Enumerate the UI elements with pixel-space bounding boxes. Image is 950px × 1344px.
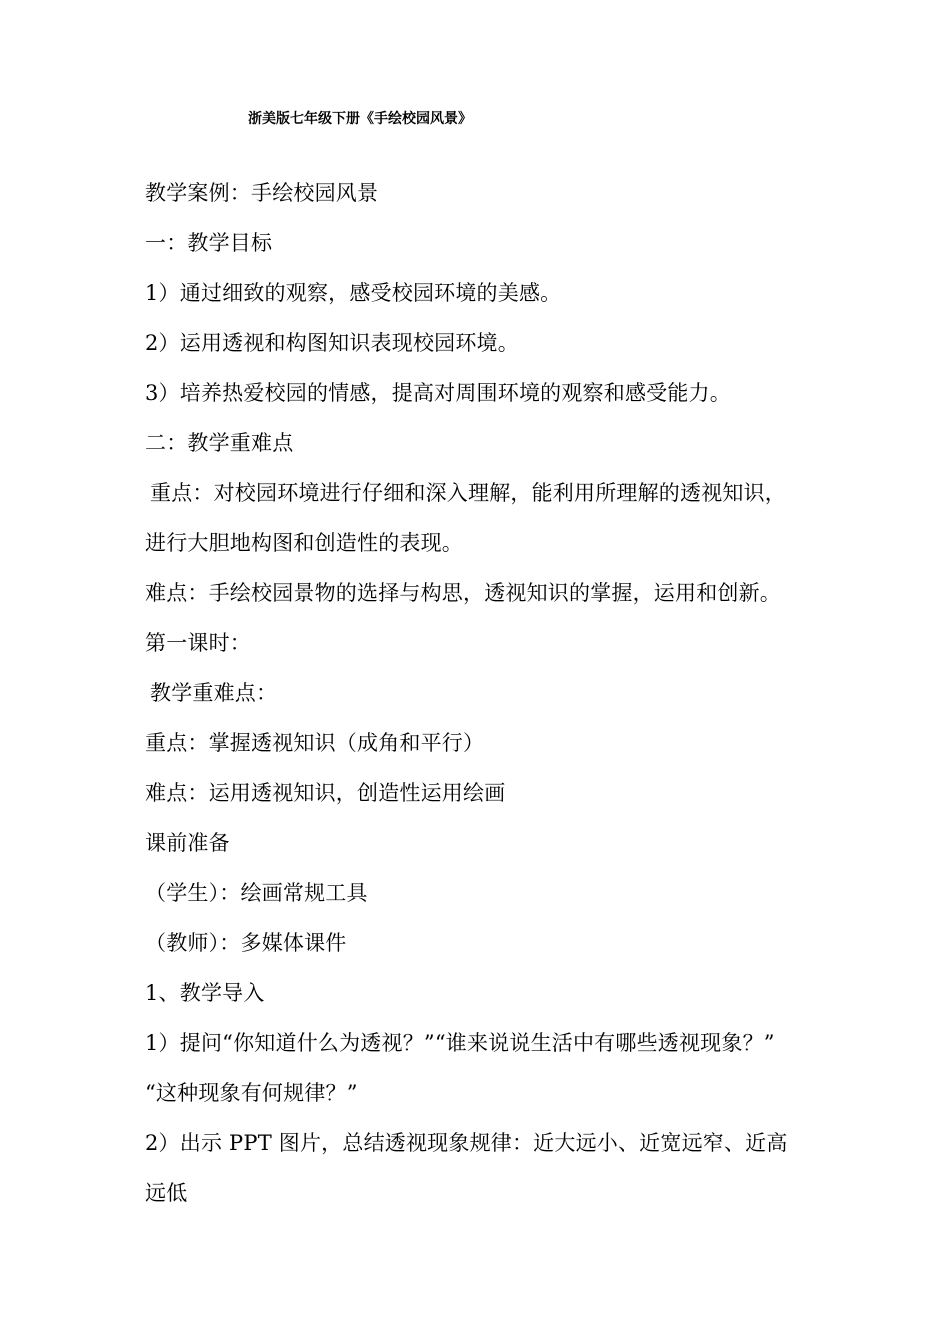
case-title: 教学案例：手绘校园风景 <box>145 181 379 205</box>
section-heading-key-points: 二：教学重难点 <box>145 431 294 455</box>
lesson-key-point: 重点：掌握透视知识（成角和平行） <box>145 731 485 755</box>
intro-question-continued: “这种现象有何规律？” <box>145 1081 358 1105</box>
lesson-one-heading: 第一课时： <box>145 631 251 655</box>
document-header: 浙美版七年级下册《手绘校园风景》 <box>248 111 472 127</box>
key-point-text: 重点：对校园环境进行仔细和深入理解，能利用所理解的透视知识， <box>150 481 786 505</box>
document-body <box>145 176 825 1226</box>
intro-heading: 1、教学导入 <box>145 981 265 1005</box>
intro-ppt-summary-continued: 远低 <box>145 1181 188 1205</box>
goal-item-1: 1）通过细致的观察，感受校园环境的美感。 <box>145 281 562 305</box>
preparation-teacher: （教师）：多媒体课件 <box>145 931 347 955</box>
section-heading-goals: 一：教学目标 <box>145 231 273 255</box>
intro-question: 1）提问“你知道什么为透视？”“谁来说说生活中有哪些透视现象？” <box>145 1031 775 1055</box>
goal-item-2: 2）运用透视和构图知识表现校园环境。 <box>145 331 519 355</box>
lesson-key-points-heading: 教学重难点： <box>150 681 278 705</box>
preparation-heading: 课前准备 <box>145 831 230 855</box>
intro-ppt-summary: 2）出示 PPT 图片，总结透视现象规律：近大远小、近宽远窄、近高 <box>145 1131 788 1155</box>
goal-item-3: 3）培养热爱校园的情感，提高对周围环境的观察和感受能力。 <box>145 381 731 405</box>
key-point-text-continued: 进行大胆地构图和创造性的表现。 <box>145 531 463 555</box>
preparation-students: （学生）：绘画常规工具 <box>145 881 368 905</box>
difficulty-text: 难点：手绘校园景物的选择与构思，透视知识的掌握，运用和创新。 <box>145 581 781 605</box>
lesson-difficulty: 难点：运用透视知识，创造性运用绘画 <box>145 781 506 805</box>
